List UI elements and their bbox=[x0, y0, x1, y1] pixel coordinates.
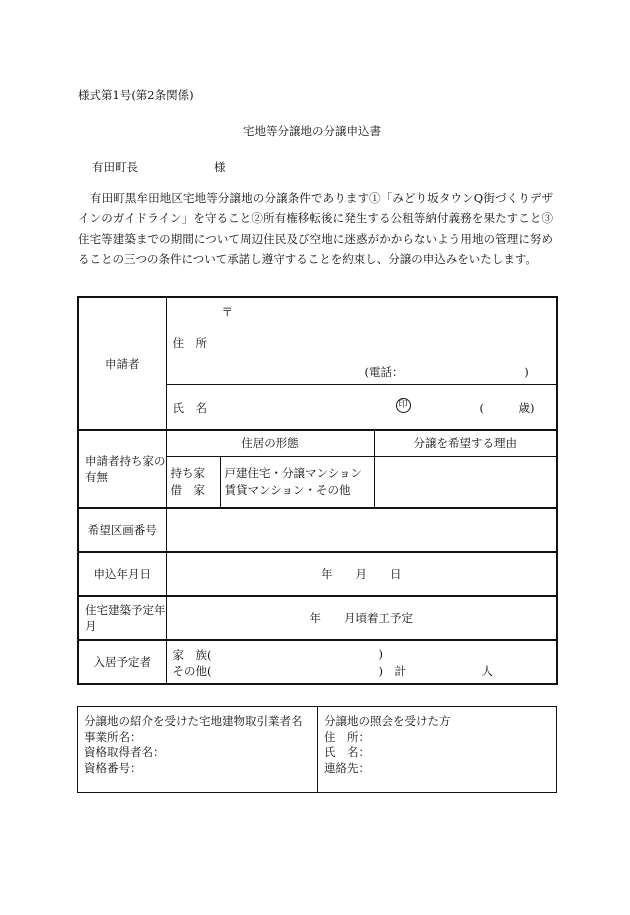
residents-cell[interactable] bbox=[166, 640, 557, 684]
honorific: 様 bbox=[214, 160, 226, 174]
postal-mark: 〒 bbox=[221, 305, 233, 319]
applicant-label: 申請者 bbox=[78, 297, 166, 430]
people-unit: 人 bbox=[481, 664, 493, 678]
other-label: その他( bbox=[172, 664, 212, 678]
inquiry-cell[interactable] bbox=[318, 707, 557, 793]
age-label: ( 歳) bbox=[479, 400, 535, 415]
build-value[interactable]: 年 月頃着工予定 bbox=[166, 596, 557, 640]
residents-label: 入居予定者 bbox=[78, 640, 166, 684]
housing-options-cell[interactable] bbox=[220, 456, 374, 508]
rent-label: 借 家 bbox=[170, 482, 205, 497]
housing-label: 申請者持ち家の有無 bbox=[78, 430, 166, 508]
inquiry-name: 氏 名： bbox=[324, 745, 370, 759]
housing-form-header: 住居の形態 bbox=[166, 430, 374, 456]
other-total: ) 計 bbox=[378, 664, 406, 678]
reason-header: 分譲を希望する理由 bbox=[374, 430, 557, 456]
lot-label: 希望区画番号 bbox=[78, 508, 166, 552]
broker-cell[interactable] bbox=[78, 707, 318, 793]
own-label: 持ち家 bbox=[170, 465, 205, 480]
broker-qualified: 資格取得者名： bbox=[84, 745, 165, 759]
broker-number: 資格番号： bbox=[84, 760, 142, 775]
seal-mark: 印 bbox=[396, 398, 411, 413]
referral-table bbox=[77, 706, 557, 793]
lot-input-cell[interactable] bbox=[166, 508, 557, 552]
own-types: 戸建住宅・分譲マンション bbox=[224, 465, 362, 480]
broker-title: 分譲地の紹介を受けた宅地建物取引業者名 bbox=[84, 714, 303, 728]
inquiry-title: 分譲地の照会を受けた方 bbox=[324, 714, 451, 728]
rent-types: 賃貸マンション・その他 bbox=[224, 482, 351, 497]
housing-type-cell[interactable] bbox=[166, 456, 220, 508]
application-table bbox=[77, 296, 558, 685]
name-cell[interactable] bbox=[166, 384, 557, 430]
date-label: 申込年月日 bbox=[78, 552, 166, 596]
broker-office: 事業所名： bbox=[84, 729, 142, 744]
date-value[interactable]: 年 月 日 bbox=[166, 552, 557, 596]
inquiry-address: 住 所： bbox=[324, 729, 370, 744]
intro-paragraph: 有田町黒牟田地区宅地等分譲地の分譲条件であります①「みどり坂タウンQ街づくりデザインのガイドライン」を守ること②所有権移転後に発生する公租等納付義務を果たすこと③住宅等建築までの期間について周辺住民及び空地に迷惑がかからないよう用地の管理に努めることの三つの条件について承諾し遵守することを約束し、分譲の申込みをいたします。 bbox=[78, 191, 553, 266]
address-label: 住 所 bbox=[172, 336, 207, 350]
phone-label: (電話： ) bbox=[364, 365, 529, 379]
inquiry-contact: 連絡先： bbox=[324, 760, 370, 775]
name-label: 氏 名 bbox=[172, 400, 207, 415]
family-close: ) bbox=[378, 647, 383, 661]
address-cell[interactable] bbox=[166, 297, 557, 384]
family-label: 家 族( bbox=[172, 648, 212, 662]
form-number: 様式第1号(第2条関係) bbox=[78, 88, 194, 102]
build-label: 住宅建築予定年月 bbox=[78, 596, 166, 640]
addressee: 有田町長 bbox=[92, 160, 138, 174]
reason-cell[interactable] bbox=[374, 456, 557, 508]
form-title: 宅地等分譲地の分譲申込書 bbox=[243, 124, 381, 138]
